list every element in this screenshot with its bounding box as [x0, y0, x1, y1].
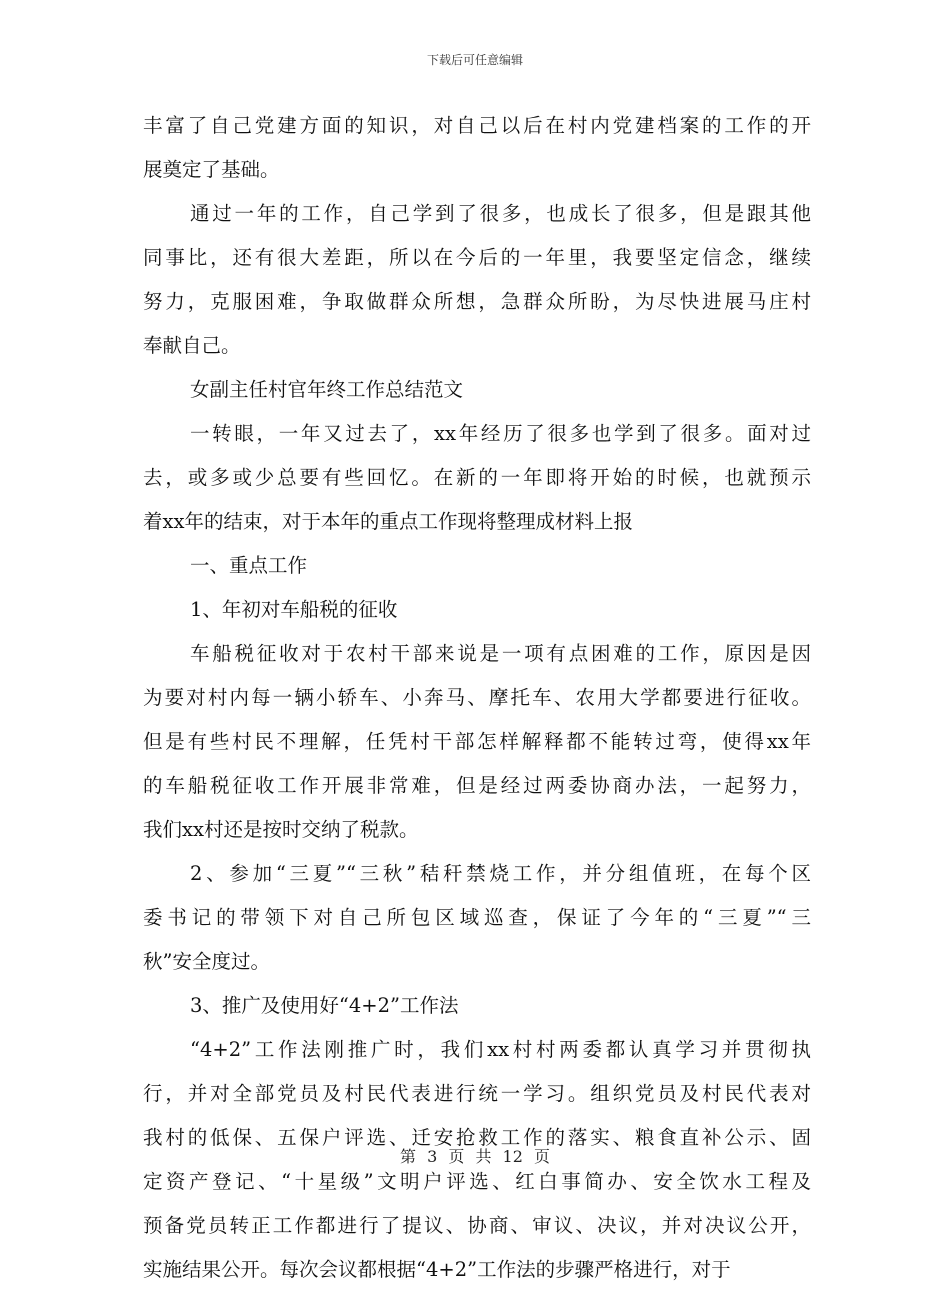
text-line: 同事比，还有很大差距，所以在今后的一年里，我要坚定信念，继续 — [143, 246, 811, 269]
text-line: 1、年初对车船税的征收 — [190, 598, 398, 621]
text-line: 定资产登记、“十星级”文明户评选、红白事简办、安全饮水工程及 — [143, 1170, 811, 1193]
text-line: 2、参加“三夏”“三秋”秸秆禁烧工作，并分组值班，在每个区 — [190, 862, 811, 885]
text-line: 通过一年的工作，自己学到了很多，也成长了很多，但是跟其他 — [190, 202, 811, 225]
page-number: 第 3 页 共 12 页 — [400, 1147, 550, 1166]
text-line: 一转眼，一年又过去了，xx年经历了很多也学到了很多。面对过 — [190, 422, 811, 445]
text-line: 预备党员转正工作都进行了提议、协商、审议、决议，并对决议公开， — [143, 1214, 811, 1237]
text-line: 秋”安全度过。 — [143, 950, 270, 973]
text-line: 我们xx村还是按时交纳了税款。 — [143, 818, 419, 841]
text-line: 行，并对全部党员及村民代表进行统一学习。组织党员及村民代表对 — [143, 1082, 811, 1105]
text-line: 的车船税征收工作开展非常难，但是经过两委协商办法，一起努力， — [143, 774, 811, 797]
page-header-note: 下载后可任意编辑 — [426, 53, 523, 67]
text-line: 去，或多或少总要有些回忆。在新的一年即将开始的时候，也就预示 — [143, 466, 811, 489]
text-line: 我村的低保、五保户评选、迁安抢救工作的落实、粮食直补公示、固 — [143, 1126, 811, 1149]
text-line: 为要对村内每一辆小轿车、小奔马、摩托车、农用大学都要进行征收。 — [143, 686, 811, 709]
text-line: “4+2”工作法刚推广时，我们xx村村两委都认真学习并贯彻执 — [190, 1038, 811, 1061]
text-line: 丰富了自己党建方面的知识，对自己以后在村内党建档案的工作的开 — [143, 114, 811, 137]
text-line: 奉献自己。 — [143, 334, 241, 357]
text-line: 着xx年的结束，对于本年的重点工作现将整理成材料上报 — [143, 510, 633, 533]
text-line: 车船税征收对于农村干部来说是一项有点困难的工作，原因是因 — [190, 642, 811, 665]
text-line: 委书记的带领下对自己所包区域巡查，保证了今年的“三夏”“三 — [143, 906, 811, 929]
text-line: 实施结果公开。每次会议都根据“4+2”工作法的步骤严格进行，对于 — [143, 1258, 731, 1281]
text-line: 3、推广及使用好“4+2”工作法 — [190, 994, 459, 1017]
text-line: 但是有些村民不理解，任凭村干部怎样解释都不能转过弯，使得xx年 — [143, 730, 811, 753]
text-line: 努力，克服困难，争取做群众所想，急群众所盼，为尽快进展马庄村 — [143, 290, 811, 313]
document-body — [143, 104, 811, 1292]
text-line: 展奠定了基础。 — [143, 158, 280, 181]
text-line: 女副主任村官年终工作总结范文 — [190, 378, 464, 401]
text-line: 一、重点工作 — [190, 554, 308, 577]
